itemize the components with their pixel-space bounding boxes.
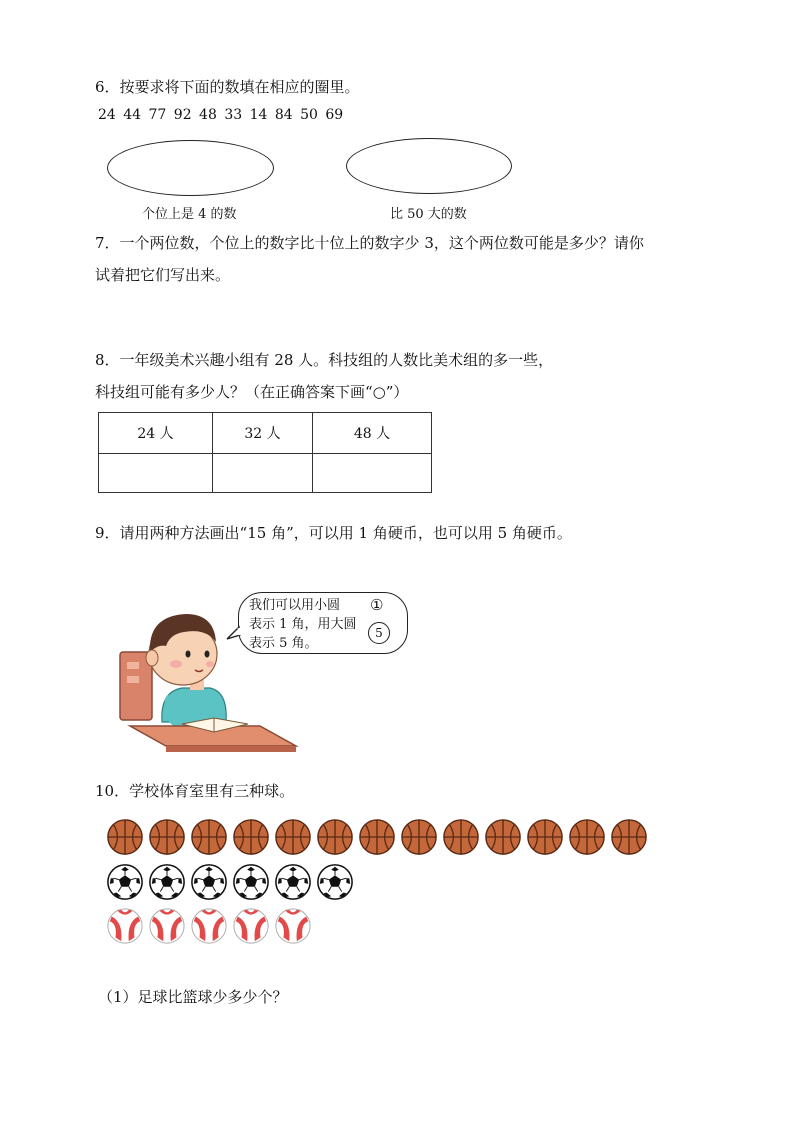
basketball-icon (274, 818, 312, 856)
q8-line1: 8．一年级美术兴趣小组有 28 人。科技组的人数比美术组的多一些， (95, 351, 554, 369)
basketball-icon (442, 818, 480, 856)
basketball-icon (316, 818, 354, 856)
answer-cell-24[interactable] (99, 454, 213, 493)
circle-right-label: 比 50 大的数 (390, 207, 467, 222)
bubble-line2: 表示 1 角，用大圆 (249, 617, 357, 632)
basketball-icon (190, 818, 228, 856)
answer-cell-32[interactable] (213, 454, 313, 493)
q10-sub1: （1）足球比篮球少多少个？ (98, 988, 288, 1006)
small-coin-icon: ① (370, 596, 384, 614)
q6-title: 6．按要求将下面的数填在相应的圈里。 (95, 78, 360, 96)
basketball-icon (232, 818, 270, 856)
soccer-ball-icon (148, 863, 186, 901)
q7-line1: 7．一个两位数，个位上的数字比十位上的数字少 3，这个两位数可能是多少？请你 (95, 234, 644, 252)
soccer-ball-icon (274, 863, 312, 901)
volleyball-icon (232, 907, 270, 945)
basketball-icon (106, 818, 144, 856)
bubble-line3: 表示 5 角。 (249, 636, 318, 651)
circle-ones-digit-4[interactable] (107, 140, 274, 196)
soccer-ball-icon (232, 863, 270, 901)
q9-title: 9．请用两种方法画出“15 角”，可以用 1 角硬币，也可以用 5 角硬币。 (95, 524, 572, 542)
basketball-icon (484, 818, 522, 856)
volleyball-icon (274, 907, 312, 945)
option-32: 32 人 (213, 413, 313, 454)
big-coin-icon: 5 (368, 622, 390, 644)
volleyball-icon (148, 907, 186, 945)
answer-cell-48[interactable] (313, 454, 432, 493)
speech-bubble-tail (225, 625, 245, 645)
circle-greater-than-50[interactable] (346, 138, 512, 194)
q8-line2: 科技组可能有多少人？（在正确答案下画“○”） (95, 383, 409, 401)
basketball-icon (568, 818, 606, 856)
soccer-row (106, 863, 358, 901)
volleyball-icon (106, 907, 144, 945)
q7-line2: 试着把它们写出来。 (95, 266, 231, 284)
option-48: 48 人 (313, 413, 432, 454)
volleyball-icon (190, 907, 228, 945)
circle-left-label: 个位上是 4 的数 (142, 207, 237, 222)
basketball-icon (526, 818, 564, 856)
soccer-ball-icon (190, 863, 228, 901)
soccer-ball-icon (106, 863, 144, 901)
q8-answer-table (98, 412, 432, 493)
basketball-icon (400, 818, 438, 856)
soccer-ball-icon (316, 863, 354, 901)
basketball-icon (610, 818, 648, 856)
basketball-icon (148, 818, 186, 856)
bubble-line1: 我们可以用小圆 (249, 598, 341, 613)
volleyball-row (106, 907, 316, 945)
option-24: 24 人 (99, 413, 213, 454)
q10-title: 10．学校体育室里有三种球。 (95, 782, 295, 800)
basketball-icon (358, 818, 396, 856)
basketball-row (106, 818, 652, 856)
q6-numbers: 24 44 77 92 48 33 14 84 50 69 (98, 107, 344, 123)
